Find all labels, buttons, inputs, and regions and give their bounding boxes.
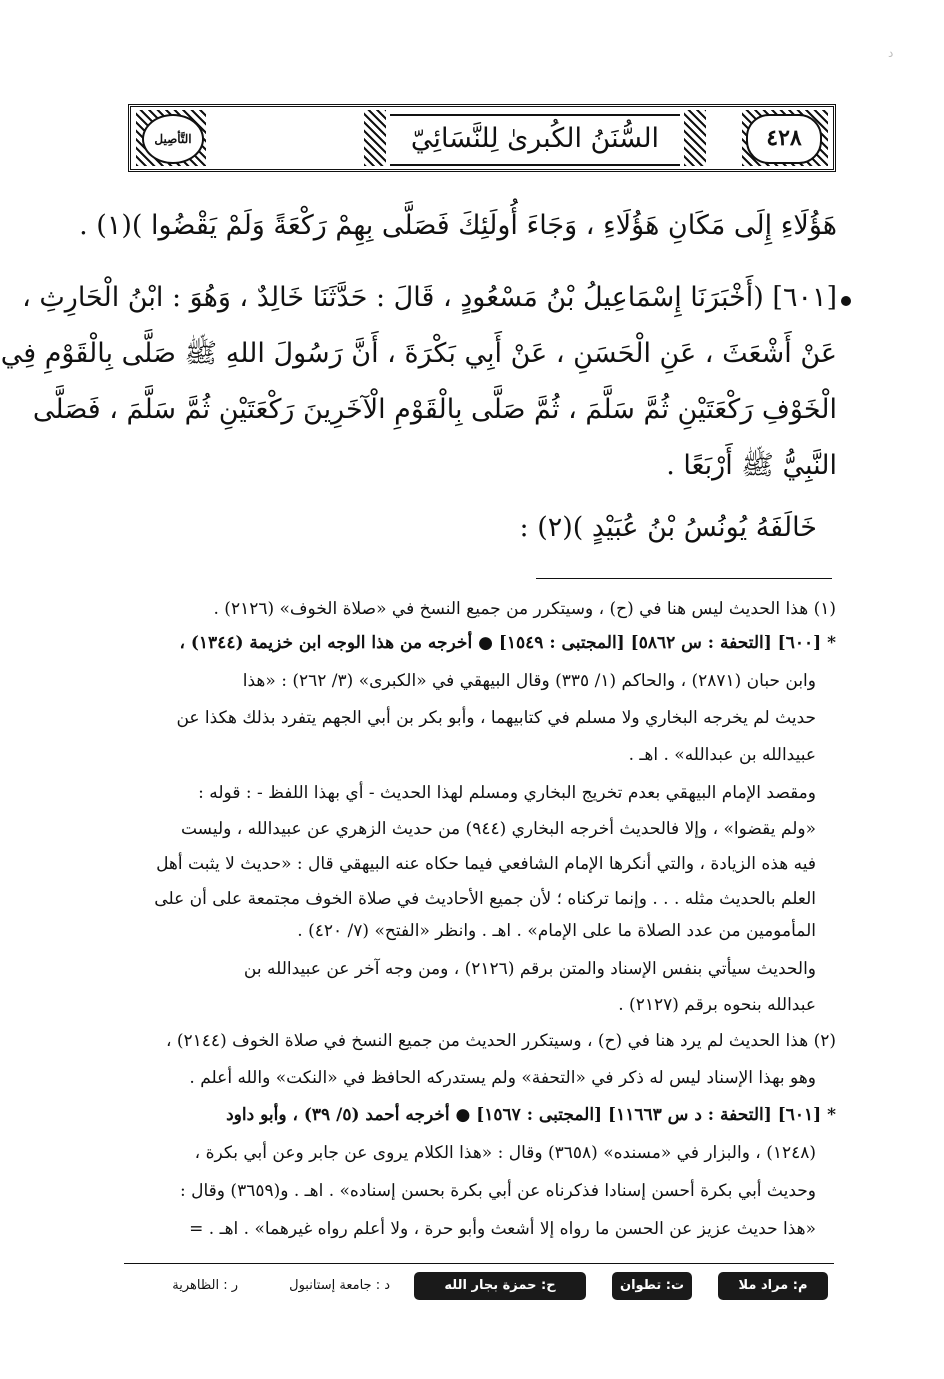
footnote-line: * [٦٠١] [التحفة : د س ١١٦٦٣] [المجتبى : ١٥٦٧] ● أخرجه أحمد (٥/ ٣٩) ، وأبو داود [226, 1105, 836, 1125]
footnote-line: حديث لم يخرجه البخاري ولا مسلم في كتابيهما ، وأبو بكر بن أبي الجهم يتفرد بذلك هكذا عن [176, 708, 816, 728]
publisher-logo: التَّأصِيل [142, 114, 204, 164]
manuscript-badge-m: م: مراد ملا [718, 1272, 828, 1300]
footnote-line: «هذا حديث عزيز عن الحسن ما رواه إلا أشعث وأبو حرة ، ولا أعلم رواه غيرهما» . اهـ . = [189, 1219, 816, 1239]
main-line: خَالَفَهُ يُونُسُ بْنُ عُبَيْدٍ )(٢) : [519, 512, 817, 543]
main-line-text: [٦٠١] (أَخْبَرَنَا إِسْمَاعِيلُ بْنُ مَسْعُودٍ ، قَالَ : حَدَّثَنَا خَالِدٌ ، وَهُوَ : ابْنُ الْحَارِثِ ، [22, 282, 837, 313]
footnote-separator [536, 578, 832, 579]
footnote-line: * [٦٠٠] [التحفة : س ٥٨٦٢] [المجتبى : ١٥٤٩] ● أخرجه من هذا الوجه ابن خزيمة (١٣٤٤) ، [179, 633, 836, 653]
hadith-bullet [841, 296, 851, 306]
footnote-line: عبيدالله بن عبدالله» . اهـ . [628, 745, 816, 765]
footnote-line: وحديث أبي بكرة أحسن إسنادا فذكرناه عن أبي بكرة بحسن إسناده» . اهـ . و(٣٦٥٩) وقال : [180, 1181, 816, 1201]
manuscript-source-r: ر : الظاهرية [172, 1278, 238, 1293]
footnote-line: العلم بالحديث مثله . . . وإنما تركناه ؛ لأن جميع الأحاديث في صلاة الخوف مجتمعة على أن على [154, 889, 816, 909]
book-title: السُّنَنُ الكُبرىٰ لِلنَّسَائِيّ [390, 114, 680, 166]
footnote-line: (٢) هذا الحديث لم يرد هنا في (ح) ، وسيتكرر الحديث من جميع النسخ في صلاة الخوف (٢١٤٤) ، [166, 1031, 836, 1051]
main-line [22, 278, 837, 318]
footnote-line: وابن حبان (٢٨٧١) ، والحاكم (١/ ٣٣٥) وقال البيهقي في «الكبرى» (٣/ ٢٦٢) : «هذا [242, 671, 816, 691]
main-line: هَؤُلَاءِ إِلَى مَكَانِ هَؤُلَاءِ ، وَجَاءَ أُولَئِكَ فَصَلَّى بِهِمْ رَكْعَةً وَلَمْ يَقْضُوا )(١) . [79, 210, 837, 241]
page-number: ٤٢٨ [746, 114, 822, 164]
footnote-line: (١) هذا الحديث ليس هنا في (ح) ، وسيتكرر من جميع النسخ في «صلاة الخوف» (٢١٢٦) . [213, 599, 836, 619]
footer-rule [124, 1263, 834, 1264]
footnote-line: (١٢٤٨) ، والبزار في «مسنده» (٣٦٥٨) وقال : «هذا الكلام يروى عن جابر وعن أبي بكرة ، [194, 1143, 816, 1163]
ornament-mid-left [364, 110, 386, 166]
footnote-line: فيه هذه الزيادة ، والتي أنكرها الإمام الشافعي فيما حكاه عنه البيهقي قال : «حديث لا يثبت أهل [156, 854, 816, 874]
page-edge-mark: د [888, 46, 894, 60]
footnote-line: «ولم يقضوا» ، وإلا فالحديث أخرجه البخاري (٩٤٤) من حديث الزهري عن عبيدالله ، وليست [180, 819, 816, 839]
manuscript-badge-h: ح: حمزة بجار الله [414, 1272, 586, 1300]
footnote-line: عبدالله بنحوه برقم (٢١٢٧) . [618, 995, 816, 1015]
main-line: الْخَوْفِ رَكْعَتَيْنِ ثُمَّ سَلَّمَ ، ثُمَّ صَلَّى بِالْقَوْمِ الْآخَرِينَ رَكْعَتَيْنِ ثُمَّ سَلَّمَ ، فَصَلَّى [32, 394, 837, 425]
footnote-line: والحديث سيأتي بنفس الإسناد والمتن برقم (٢١٢٦) ، ومن وجه آخر عن عبيدالله بن [243, 959, 816, 979]
footnote-line: المأمومين من عدد الصلاة ما على الإمام» . اهـ . وانظر «الفتح» (٧/ ٤٢٠) . [297, 921, 816, 941]
footnote-line: ومقصد الإمام البيهقي بعدم تخريج البخاري ومسلم لهذا الحديث - أي بهذا اللفظ - : قوله : [198, 783, 816, 803]
manuscript-source-d: د : جامعة إستانبول [289, 1278, 390, 1293]
footnote-line: وهو بهذا الإسناد ليس له ذكر في «التحفة» ولم يستدركه الحافظ في «النكت» والله أعلم . [189, 1068, 816, 1088]
main-line: النَّبِيُّ ﷺ أَرْبَعًا . [666, 450, 837, 481]
ornament-mid-right [684, 110, 706, 166]
page-header [128, 104, 836, 172]
main-line: عَنْ أَشْعَثَ ، عَنِ الْحَسَنِ ، عَنْ أَبِي بَكْرَةَ ، أَنَّ رَسُولَ اللهِ ﷺ صَلَّى بِالْقَوْمِ فِي [0, 338, 837, 369]
manuscript-badge-t: ت: تطوان [612, 1272, 692, 1300]
